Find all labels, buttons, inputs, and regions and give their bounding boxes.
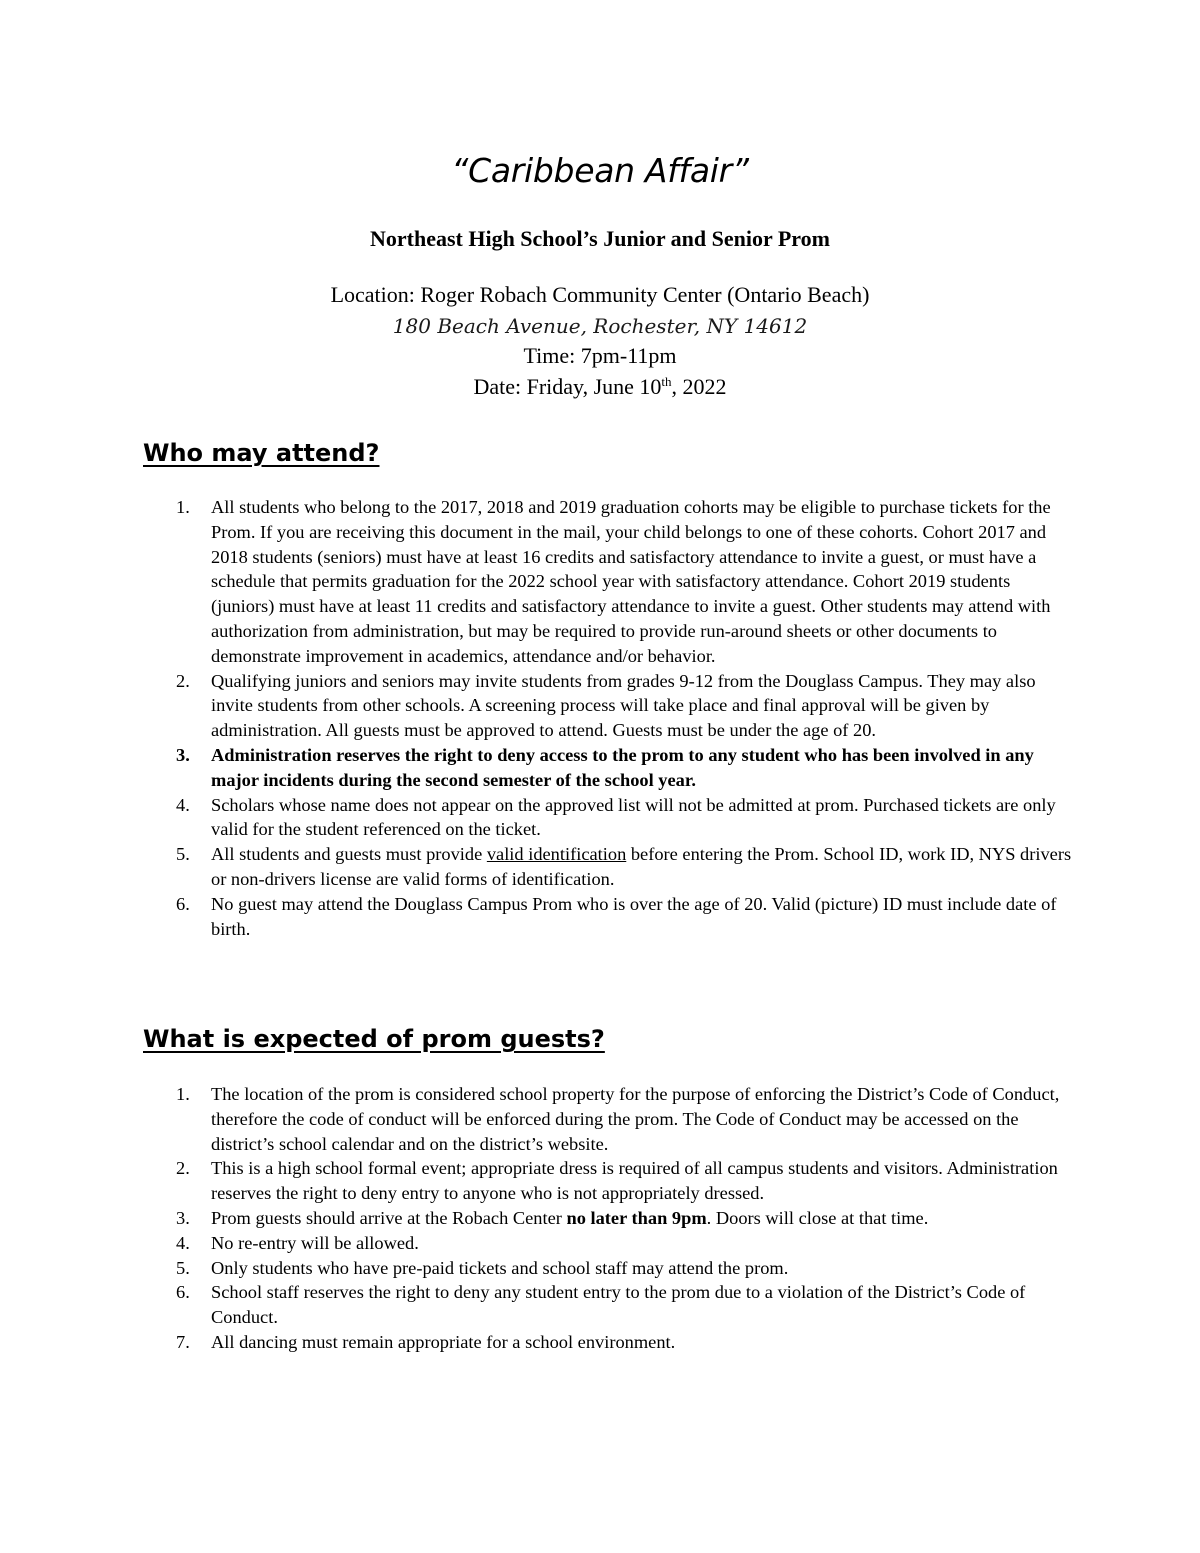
list-number: 1. bbox=[176, 1084, 190, 1104]
document-subtitle: Northeast High School’s Junior and Senior Prom bbox=[369, 226, 830, 251]
list-item bbox=[143, 842, 1073, 892]
list-item bbox=[143, 1082, 1073, 1156]
list-number: 1. bbox=[176, 497, 190, 517]
list-item-text: School staff reserves the right to deny any student entry to the prom due to a violation of the District’s Code of Conduct. bbox=[211, 1282, 1026, 1328]
list-item bbox=[143, 793, 1073, 843]
list-item bbox=[143, 1256, 1073, 1281]
list-item-text-end: . Doors will close at that time. bbox=[706, 1207, 929, 1228]
list-item-text: The location of the prom is considered school property for the purpose of enforcing the District’s Code of Conduct, therefore the code of conduct will be enforced during the prom. The Code of Conduct may be accessed on the district’s school calendar and on the district’s website. bbox=[211, 1084, 1060, 1154]
list-item bbox=[143, 1280, 1073, 1330]
date-line bbox=[0, 372, 1200, 403]
list-item-text: Administration reserves the right to deny access to the prom to any student who has been involved in any major incidents during the second semester of the school year. bbox=[211, 744, 1034, 790]
list-number: 5. bbox=[176, 1257, 190, 1278]
list-number: 4. bbox=[176, 1232, 190, 1253]
list-item bbox=[143, 1231, 1073, 1256]
section-heading-expected-of-guests: What is expected of prom guests? bbox=[143, 1025, 605, 1053]
list-item bbox=[143, 495, 1073, 669]
list-item bbox=[143, 892, 1073, 942]
document-title: “Caribbean Affair” bbox=[451, 151, 749, 190]
list-item-text: Qualifying juniors and seniors may invite students from grades 9-12 from the Douglass Campus. They may also invite students from other schools. A screening process will take place and final approval will be given by administration. All guests must be approved to attend. Guests must be under the age of 20. bbox=[211, 670, 1036, 741]
list-item bbox=[143, 1156, 1073, 1206]
list-item-text-start: All students and guests must provide bbox=[211, 844, 487, 865]
list-number: 6. bbox=[176, 893, 190, 914]
list-item bbox=[143, 1330, 1073, 1355]
list-item-text-start: Prom guests should arrive at the Robach Center bbox=[211, 1207, 567, 1228]
list-item-text: This is a high school formal event; appropriate dress is required of all campus students and visitors. Administration reserves the right to deny entry to anyone who is not appropriately dressed. bbox=[211, 1158, 1058, 1204]
list-item-text: Scholars whose name does not appear on the approved list will not be admitted at prom. Purchased tickets are only valid for the student referenced on the ticket. bbox=[211, 794, 1056, 840]
address-line: 180 Beach Avenue, Rochester, NY 14612 bbox=[392, 313, 808, 338]
time-line: Time: 7pm-11pm bbox=[523, 343, 677, 368]
location-line: Location: Roger Robach Community Center (Ontario Beach) bbox=[330, 282, 870, 307]
list-item bbox=[143, 669, 1073, 743]
list-item-text: Only students who have pre-paid tickets and school staff may attend the prom. bbox=[211, 1257, 789, 1278]
list-number: 3. bbox=[176, 744, 190, 765]
list-item-text-end: before entering the Prom. School ID, work ID, NYS drivers or non-drivers license are valid forms of identification. bbox=[211, 844, 1072, 889]
list-item-text: All dancing must remain appropriate for a school environment. bbox=[211, 1331, 676, 1352]
section-heading-who-may-attend: Who may attend? bbox=[143, 439, 380, 467]
valid-identification-emphasis: valid identification bbox=[486, 844, 627, 865]
list-number: 5. bbox=[176, 844, 190, 865]
date-year: , 2022 bbox=[671, 373, 727, 399]
list-number: 2. bbox=[176, 670, 190, 691]
who-may-attend-list bbox=[143, 495, 1073, 941]
list-item bbox=[143, 743, 1073, 793]
date-ordinal-suffix: th bbox=[661, 373, 672, 389]
list-item-text: No re-entry will be allowed. bbox=[211, 1232, 419, 1253]
list-number: 6. bbox=[176, 1282, 190, 1303]
list-item-text: All students who belong to the 2017, 2018 and 2019 graduation cohorts may be eligible to purchase tickets for the Prom. If you are receiving this document in the mail, your child belongs to one of these cohorts. Cohort 2017 and 2018 students (seniors) must have at least 16 credits and satisfactory attendance to invite a guest, or must have a schedule that permits graduation for the 2022 school year with satisfactory attendance. Cohort 2019 students (juniors) must have at least 11 credits and satisfactory attendance to invite a guest. Other students may attend with authorization from administration, but may be required to provide run-around sheets or other documents to demonstrate improvement in academics, attendance and/or behavior. bbox=[211, 497, 1051, 666]
guest-expectations-list bbox=[143, 1082, 1073, 1355]
list-number: 3. bbox=[176, 1207, 190, 1228]
list-number: 2. bbox=[176, 1158, 190, 1179]
arrival-deadline-emphasis: no later than 9pm bbox=[566, 1207, 707, 1228]
list-item bbox=[143, 1206, 1073, 1231]
list-item-text: No guest may attend the Douglass Campus Prom who is over the age of 20. Valid (picture) ID must include date of birth. bbox=[211, 893, 1057, 939]
event-info bbox=[0, 280, 1200, 402]
list-number: 4. bbox=[176, 794, 190, 815]
list-number: 7. bbox=[176, 1331, 190, 1352]
date-prefix: Date: Friday, June 10 bbox=[473, 373, 662, 399]
